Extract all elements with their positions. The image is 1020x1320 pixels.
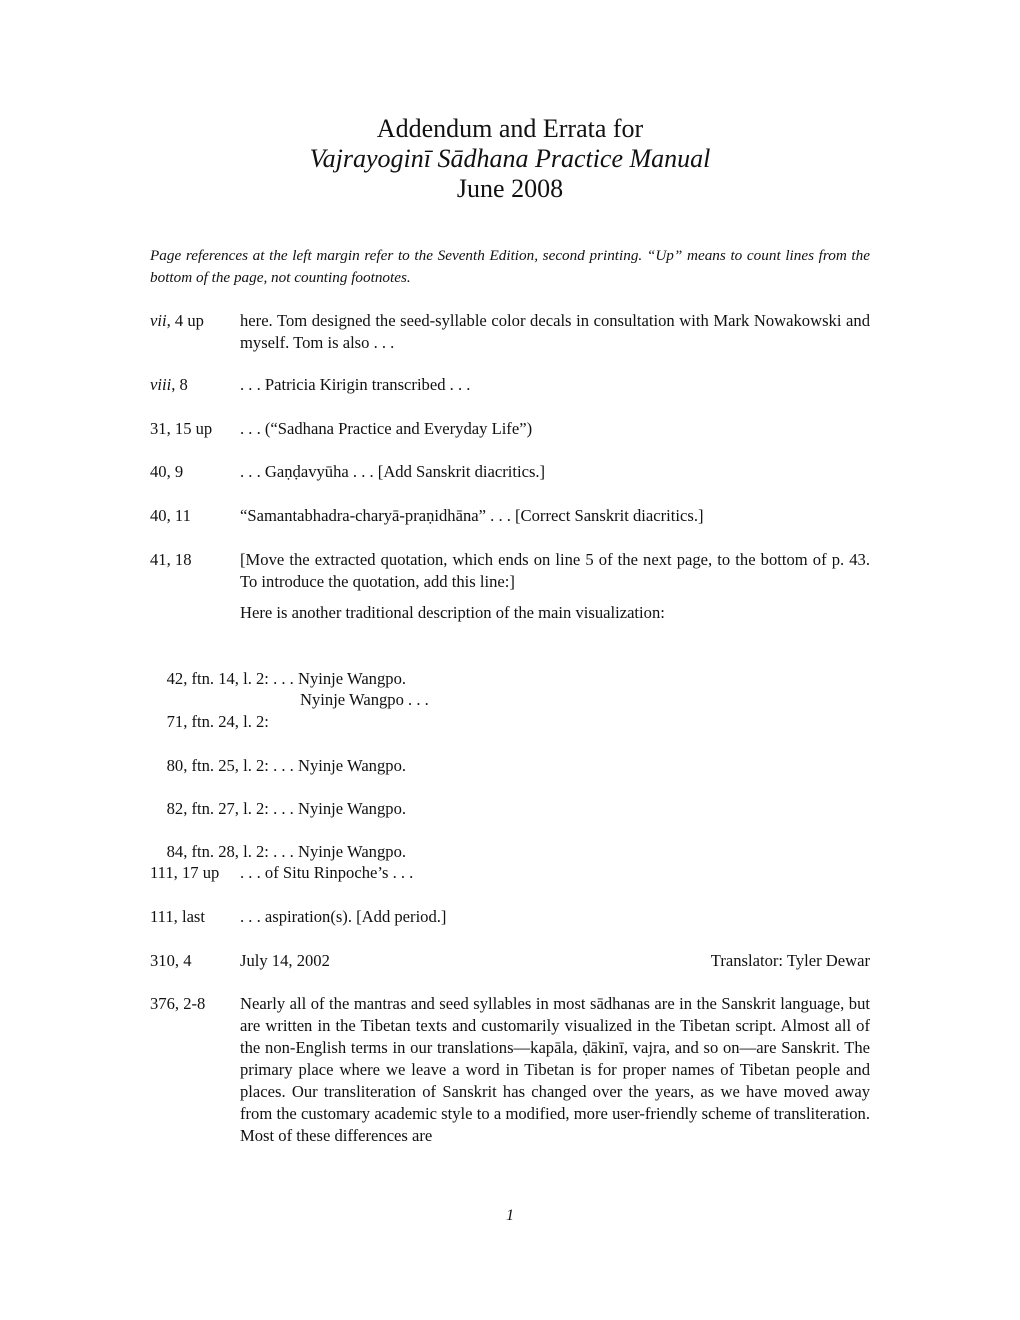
errata-entry [150, 310, 870, 354]
entry-ref: 80, ftn. 25, l. 2: [166, 756, 269, 775]
entry-text: here. Tom designed the seed-syllable color decals in consultation with Mark Nowakowski and myself. Tom is also . . . [240, 311, 870, 352]
errata-entry [150, 862, 870, 884]
entry-ref: vii, 4 up [150, 311, 204, 330]
entry-text: [Move the extracted quotation, which ends on line 5 of the next page, to the bottom of p. 43. To introduce the quotation, add this line:] [240, 550, 870, 591]
entry-text: . . . Nyinje Wangpo. [273, 842, 407, 861]
errata-entry [150, 505, 870, 527]
entry-ref: 376, 2-8 [150, 994, 206, 1013]
entry-added-line: Here is another traditional description of the main visualization: [240, 603, 665, 622]
entry-ref: 40, 9 [150, 462, 184, 481]
entry-ref: 111, last [150, 907, 205, 926]
entry-ref: 310, 4 [150, 951, 192, 970]
entry-ref: 42, ftn. 14, l. 2: [166, 669, 269, 688]
errata-entry [150, 374, 870, 396]
entry-text: . . . aspiration(s). [Add period.] [240, 907, 447, 926]
title-line-1: Addendum and Errata for [376, 114, 644, 143]
entry-translator: Translator: Tyler Dewar [710, 951, 870, 970]
entry-text: . . . Gaṇḍavyūha . . . [Add Sanskrit diacritics.] [240, 462, 546, 481]
entry-ref: 82, ftn. 27, l. 2: [166, 799, 269, 818]
entry-date: July 14, 2002 [240, 951, 330, 970]
errata-entry [150, 993, 870, 1147]
document-title [0, 114, 1020, 204]
entry-text: Nyinje Wangpo . . . [300, 690, 429, 709]
entry-text: “Samantabhadra-charyā-praṇidhāna” . . . [Correct Sanskrit diacritics.] [240, 506, 704, 525]
entry-text: . . . Patricia Kirigin transcribed . . . [240, 375, 471, 394]
entry-ref: 111, 17 up [150, 863, 220, 882]
entry-ref: 84, ftn. 28, l. 2: [166, 842, 269, 861]
title-line-2: Vajrayoginī Sādhana Practice Manual [309, 144, 711, 173]
entry-ref: 41, 18 [150, 550, 192, 569]
entry-ref: 31, 15 up [150, 419, 213, 438]
entry-ref: viii, 8 [150, 375, 188, 394]
errata-entry [150, 549, 870, 624]
title-line-3: June 2008 [456, 174, 564, 203]
entry-text: . . . (“Sadhana Practice and Everyday Life”) [240, 419, 533, 438]
errata-entry [150, 906, 870, 928]
entry-text: . . . Nyinje Wangpo. [273, 669, 407, 688]
page-number: 1 [506, 1207, 514, 1224]
errata-entry [150, 461, 870, 483]
errata-entry [150, 418, 870, 440]
entry-ref: 40, 11 [150, 506, 191, 525]
entry-text: . . . Nyinje Wangpo. [273, 756, 407, 775]
intro-note: Page references at the left margin refer to the Seventh Edition, second printing. “Up” means to count lines from the bottom of the page, not counting footnotes. [150, 247, 870, 286]
entry-text: . . . Nyinje Wangpo. [273, 799, 407, 818]
entry-text: . . . of Situ Rinpoche’s . . . [240, 863, 414, 882]
entry-text: Nearly all of the mantras and seed syllables in most sādhanas are in the Sanskrit language, but are written in the Tibetan texts and customarily visualized in the Tibetan script. Almost all of the non-English terms in our translations—kapāla, ḍākinī, vajra, and so on—are Sanskrit. The primary place where we leave a word in Tibetan is for proper names of Tibetan people and places. Our transliteration of Sanskrit has changed over the years, as we have moved away from the customary academic style to a modified, more user-friendly scheme of transliteration. Most of these differences are [240, 994, 870, 1145]
errata-entry [150, 950, 870, 972]
entry-ref: 71, ftn. 24, l. 2: [166, 712, 269, 731]
